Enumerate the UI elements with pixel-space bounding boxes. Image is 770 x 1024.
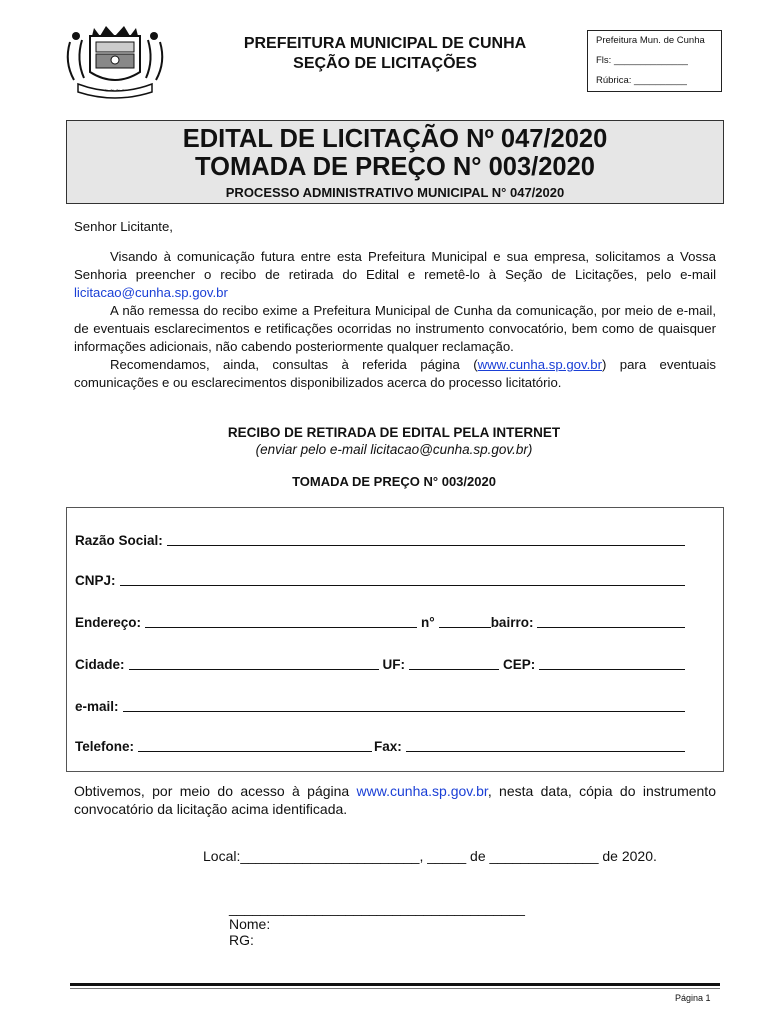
svg-text:~ ~ ~ ~ ~ ~: ~ ~ ~ ~ ~ ~ [98, 88, 132, 94]
receipt-title: RECIBO DE RETIRADA DE EDITAL PELA INTERNET [227, 425, 561, 440]
local-date-line: Local:_______________________, _____ de ______________ de 2020. [203, 848, 657, 864]
cidade-field[interactable] [129, 655, 379, 670]
footer-rule [70, 983, 720, 986]
footer-rule-thin [70, 988, 720, 989]
stamp-line-3: Rúbrica: __________ [596, 75, 687, 86]
header-line-2: SEÇÃO DE LICITAÇÕES [293, 55, 477, 72]
email-field[interactable] [123, 697, 685, 712]
paragraph-3: Recomendamos, ainda, consultas à referida página (www.cunha.sp.gov.br) para eventuais comunicações e ou esclarecimentos disponibilizados acerca do processo licitatório. [74, 357, 716, 390]
razao-social-field[interactable] [167, 531, 685, 546]
cnpj-field[interactable] [120, 571, 685, 586]
page-stamp-box [587, 30, 722, 92]
fax-field[interactable] [406, 737, 685, 752]
municipal-crest-logo [60, 22, 170, 100]
rg-label: RG: [229, 932, 254, 948]
bairro-field[interactable] [537, 613, 685, 628]
title-line-3: PROCESSO ADMINISTRATIVO MUNICIPAL N° 047/2020 [225, 185, 565, 200]
stamp-line-1: Prefeitura Mun. de Cunha [596, 35, 705, 46]
endereco-field[interactable] [145, 613, 417, 628]
cep-field[interactable] [539, 655, 685, 670]
cnpj-row: CNPJ: [75, 568, 689, 588]
title-line-2: TOMADA DE PREÇO N° 003/2020 [195, 153, 595, 181]
closing-paragraph: Obtivemos, por meio do acesso à página www.cunha.sp.gov.br, nesta data, cópia do instrumento convocatório da licitação acima identificada. [74, 783, 716, 817]
uf-field[interactable] [409, 655, 499, 670]
telefone-row: Telefone: Fax: [75, 734, 689, 754]
salutation: Senhor Licitante, [74, 219, 173, 234]
receipt-form [66, 507, 724, 772]
endereco-row: Endereço: n° bairro: [75, 610, 689, 630]
website-link[interactable]: www.cunha.sp.gov.br [477, 357, 602, 372]
numero-field[interactable] [439, 613, 491, 628]
email-link[interactable]: licitacao@cunha.sp.gov.br [74, 285, 228, 300]
receipt-tomada: TOMADA DE PREÇO N° 003/2020 [292, 474, 496, 489]
closing-website-link[interactable]: www.cunha.sp.gov.br [356, 783, 488, 799]
nome-label: Nome: [229, 916, 271, 932]
razao-social-row: Razão Social: [75, 528, 689, 548]
header-block [200, 34, 570, 74]
paragraph-2: A não remessa do recibo exime a Prefeitura Municipal de Cunha da comunicação, por meio de e-mail, de eventuais esclarecimentos e retificações ocorridas no instrumento convocatório, bem como de quaisquer informações adicionais, não cabendo posteriormente qualquer reclamação. [74, 303, 716, 354]
paragraph-1: Visando à comunicação futura entre esta Prefeitura Municipal e sua empresa, solicitamos a Vossa Senhoria preencher o recibo de retirada do Edital e remetê-lo à Seção de Licitações, pelo e-mail licitacao@cunha.sp.gov.br [74, 249, 716, 300]
signature-line: ______________________________________ [229, 900, 525, 916]
page-number: Página 1 [675, 993, 711, 1003]
title-line-1: EDITAL DE LICITAÇÃO Nº 047/2020 [182, 125, 608, 153]
email-row: e-mail: [75, 694, 689, 714]
telefone-field[interactable] [138, 737, 372, 752]
receipt-subtitle: (enviar pelo e-mail licitacao@cunha.sp.gov.br) [255, 442, 533, 457]
cidade-row: Cidade: UF: CEP: [75, 652, 689, 672]
title-box [66, 120, 724, 204]
header-line-1: PREFEITURA MUNICIPAL DE CUNHA [243, 35, 527, 52]
stamp-line-2: Fls: ______________ [596, 55, 688, 66]
